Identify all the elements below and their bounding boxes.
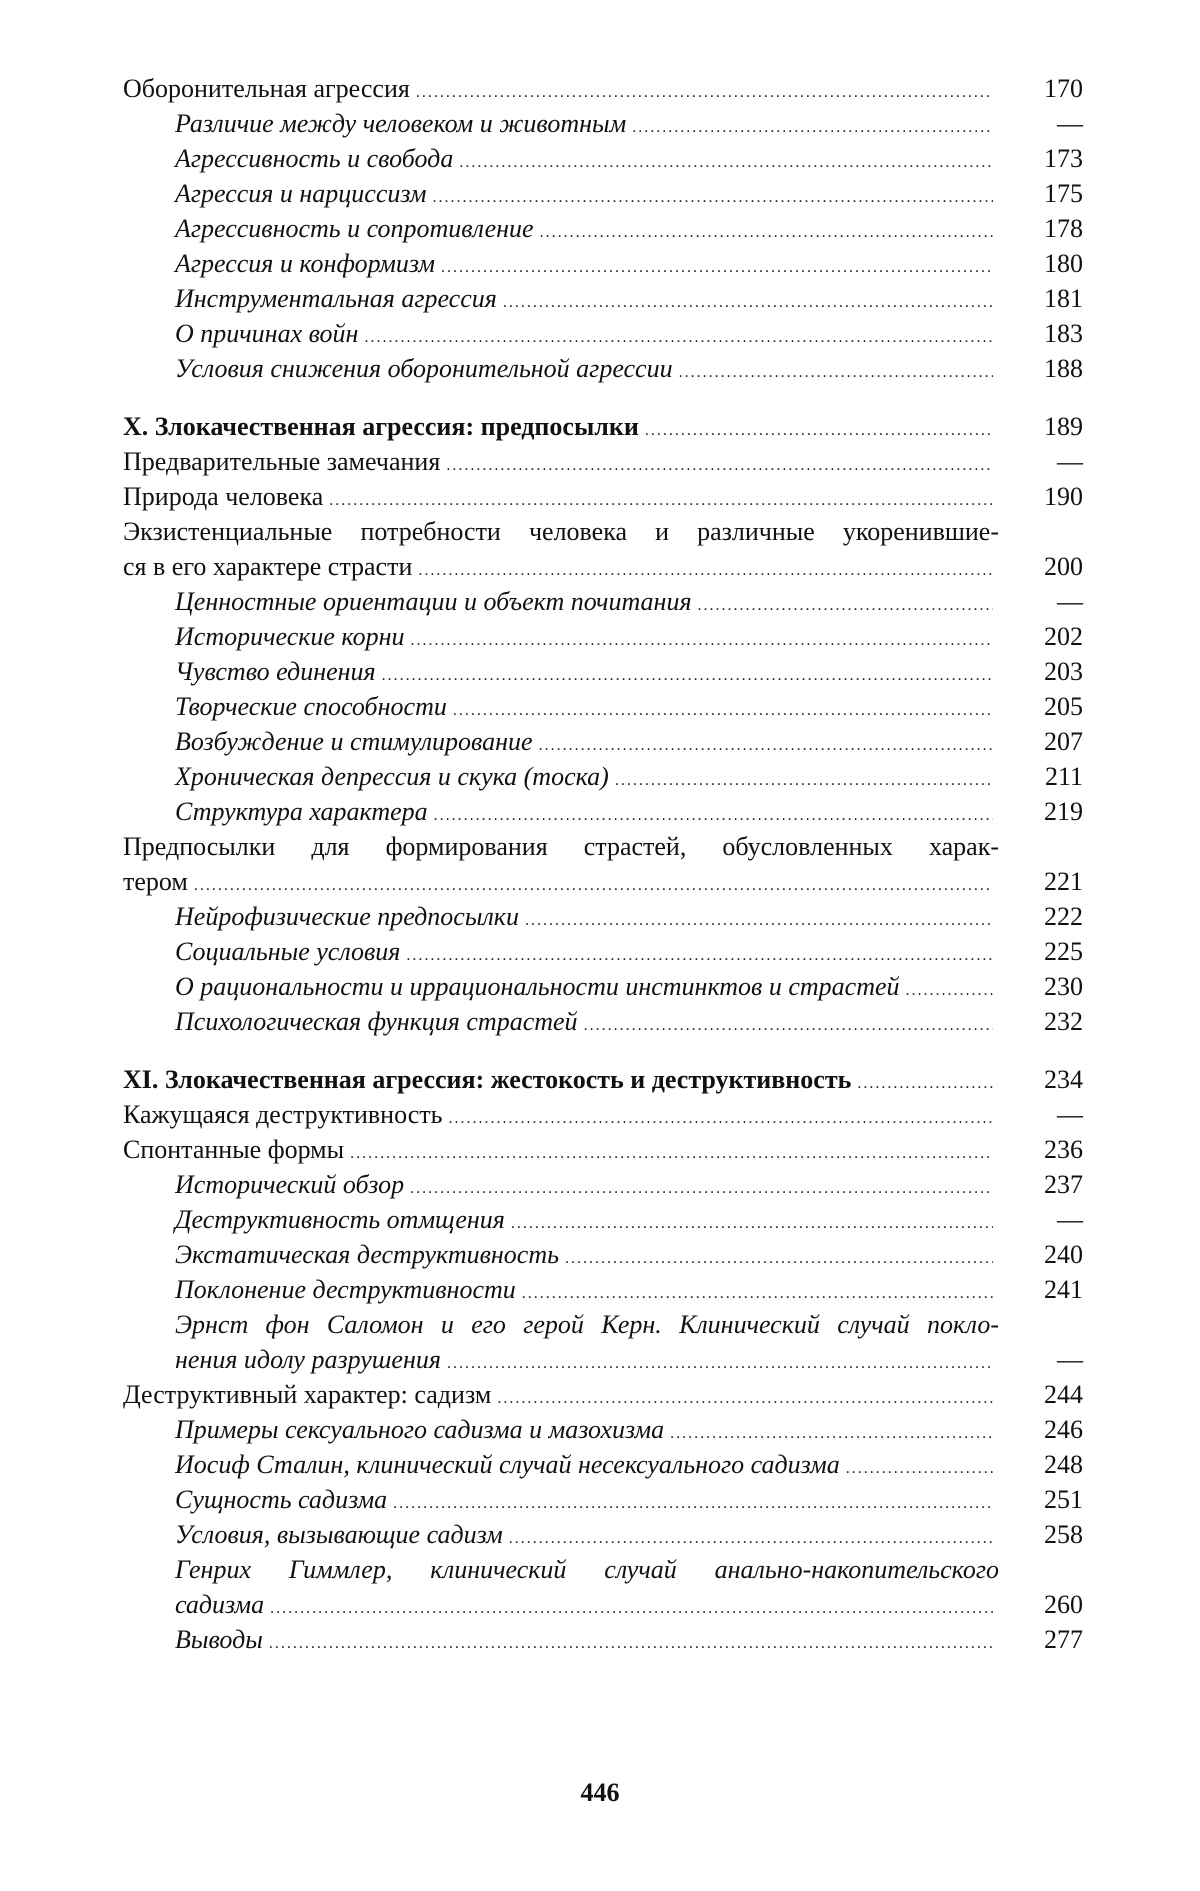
toc-entry-title: Различие между человеком и животным [175,109,627,138]
toc-subsection [123,1482,1083,1517]
toc-entry-row [123,444,1083,479]
dot-leader [632,110,993,145]
toc-entry-title: ся в его характере страсти [123,552,413,581]
dot-leader [497,1381,993,1416]
toc-entry-title: Инструментальная агрессия [175,284,497,313]
toc-entry-row [123,316,1083,351]
toc-page-number: 180 [1044,249,1083,278]
toc-page-number: 225 [1044,937,1083,966]
toc-section [123,444,1083,479]
toc-entry-title: X. Злокачественная агрессия: предпосылки [123,412,639,441]
toc-page-number: 244 [1044,1380,1083,1409]
toc-entry-row [123,211,1083,246]
dot-leader [565,1241,993,1276]
toc-page-number: 219 [1044,797,1083,826]
toc-page-number: 189 [1044,412,1083,441]
dot-leader [503,285,993,320]
toc-entry-title: Агрессивность и свобода [175,144,454,173]
toc-entry-row [123,141,1083,176]
toc-page-number: 241 [1044,1275,1083,1304]
toc-page-number: 178 [1044,214,1083,243]
toc-subsection [123,654,1083,689]
toc-subsection [123,724,1083,759]
toc-entry-row [123,1412,1083,1447]
toc-entry-title: Агрессия и конформизм [175,249,435,278]
toc-entry-row [123,479,1083,514]
dot-leader [416,75,993,110]
toc-entry-title: Условия снижения оборонительной агрессии [175,354,673,383]
toc-entry-row [123,351,1083,386]
toc-entry-title: Исторический обзор [175,1170,405,1199]
toc-entry-row [123,1202,1083,1237]
toc-page-number: 173 [1044,144,1083,173]
toc-entry-title-line: Эрнст фон Саломон и его герой Керн. Клинический случай покло- [175,1310,999,1339]
table-of-contents [123,71,1083,1657]
toc-subsection [123,106,1083,141]
dot-leader [679,355,993,390]
toc-entry-row [123,969,1083,1004]
dot-leader [418,553,993,588]
toc-subsection [123,1004,1083,1039]
toc-subsection [123,899,1083,934]
toc-entry-title: Иосиф Сталин, клинический случай несексуального садизма [175,1450,840,1479]
toc-entry-title: Творческие способности [175,692,447,721]
toc-entry-title: Социальные условия [175,937,401,966]
toc-entry-row [123,654,1083,689]
toc-subsection [123,1447,1083,1482]
toc-entry-title: Исторические корни [175,622,405,651]
toc-entry-title: Природа человека [123,482,324,511]
toc-subsection [123,689,1083,724]
dot-leader [446,448,993,483]
toc-entry-title: Предварительные замечания [123,447,441,476]
dot-leader [350,1136,993,1171]
toc-page-number: 277 [1044,1625,1083,1654]
toc-entry-title: XI. Злокачественная агрессия: жестокость и деструктивность [123,1065,852,1094]
toc-subsection [123,969,1083,1004]
toc-entry-title: Деструктивный характер: садизм [123,1380,492,1409]
toc-entry-title: нения идолу разрушения [175,1345,441,1374]
toc-entry-row [123,1622,1083,1657]
toc-page-number: 190 [1044,482,1083,511]
toc-entry-title: тером [123,867,188,896]
dot-leader [194,868,993,903]
toc-entry-row [123,409,1083,444]
toc-entry-row [123,1587,1083,1622]
toc-page-number: 170 [1044,74,1083,103]
toc-entry-title: Примеры сексуального садизма и мазохизма [175,1415,665,1444]
dot-leader [441,250,993,285]
toc-entry-title: Чувство единения [175,657,376,686]
dot-leader [509,1521,993,1556]
toc-page-number: — [1057,1205,1083,1234]
toc-entry-title: Возбуждение и стимулирование [175,727,533,756]
toc-entry-title: Ценностные ориентации и объект почитания [175,587,692,616]
toc-page-number: 200 [1044,552,1083,581]
toc-entry-row [123,246,1083,281]
toc-entry-title: Экстатическая деструктивность [175,1240,559,1269]
toc-page-number: — [1057,109,1083,138]
toc-page-number: 207 [1044,727,1083,756]
dot-leader [364,320,993,355]
toc-page-number: 248 [1044,1450,1083,1479]
toc-page-number: 232 [1044,1007,1083,1036]
toc-entry-row [123,1237,1083,1272]
toc-section [123,479,1083,514]
toc-page-number: 202 [1044,622,1083,651]
toc-entry-title: Психологическая функция страстей [175,1007,578,1036]
toc-page-number: — [1057,587,1083,616]
toc-chapter [123,409,1083,444]
toc-entry-title: Поклонение деструктивности [175,1275,516,1304]
toc-section [123,514,1083,584]
toc-entry-title-line: Экзистенциальные потребности человека и различные укоренившие- [123,517,999,546]
dot-leader [670,1416,993,1451]
dot-leader [270,1591,993,1626]
toc-entry-title-line: Предпосылки для формирования страстей, обусловленных харак- [123,832,999,861]
toc-page-number: — [1057,1345,1083,1374]
toc-section [123,829,1083,899]
toc-subsection [123,176,1083,211]
dot-leader [525,903,993,938]
toc-subsection [123,934,1083,969]
toc-page-number: 236 [1044,1135,1083,1164]
dot-leader [434,798,993,833]
toc-page-number: 258 [1044,1520,1083,1549]
toc-subsection [123,1202,1083,1237]
toc-subsection [123,619,1083,654]
toc-entry-row [123,794,1083,829]
toc-entry-row [123,106,1083,141]
toc-page-number: 211 [1044,762,1083,791]
toc-subsection [123,211,1083,246]
toc-entry-title: Условия, вызывающие садизм [175,1520,503,1549]
toc-subsection [123,246,1083,281]
dot-leader [448,1101,993,1136]
toc-entry-row [123,1097,1083,1132]
toc-entry-row [123,1517,1083,1552]
toc-page-number: 246 [1044,1415,1083,1444]
toc-entry-title: Структура характера [175,797,428,826]
dot-leader [269,1626,993,1661]
toc-entry-title: Деструктивность отмщения [175,1205,505,1234]
toc-entry-title: Спонтанные формы [123,1135,345,1164]
toc-subsection [123,281,1083,316]
dot-leader [522,1276,993,1311]
toc-entry-row [123,281,1083,316]
toc-entry-row [123,1272,1083,1307]
toc-entry-row [123,71,1083,106]
toc-subsection [123,1517,1083,1552]
toc-entry-row [123,1004,1083,1039]
toc-entry-title: Сущность садизма [175,1485,388,1514]
toc-page-number: 221 [1044,867,1083,896]
dot-leader [698,588,993,623]
toc-subsection [123,584,1083,619]
toc-page-number: 183 [1044,319,1083,348]
toc-subsection [123,1412,1083,1447]
toc-entry-row [123,1447,1083,1482]
toc-page-number: 203 [1044,657,1083,686]
toc-page-number: 240 [1044,1240,1083,1269]
toc-entry-row [123,584,1083,619]
dot-leader [393,1486,993,1521]
toc-entry-row [123,1377,1083,1412]
dot-leader [382,658,993,693]
dot-leader [447,1346,993,1381]
toc-entry-row [123,176,1083,211]
toc-page-number: — [1057,1100,1083,1129]
toc-entry-title: Нейрофизические предпосылки [175,902,519,931]
toc-entry-row [123,1167,1083,1202]
dot-leader [432,180,993,215]
toc-entry-row [123,689,1083,724]
dot-leader [459,145,993,180]
dot-leader [511,1206,993,1241]
toc-entry-row [123,864,1083,899]
toc-page-number: 251 [1044,1485,1083,1514]
dot-leader [453,693,993,728]
toc-entry-row [123,1132,1083,1167]
toc-section [123,1132,1083,1167]
toc-page-number: 181 [1044,284,1083,313]
dot-leader [857,1066,993,1101]
toc-subsection [123,141,1083,176]
toc-chapter [123,1062,1083,1097]
dot-leader [584,1008,993,1043]
toc-page-number: 188 [1044,354,1083,383]
toc-subsection [123,1307,1083,1377]
dot-leader [906,973,993,1008]
toc-subsection [123,1622,1083,1657]
toc-entry-title-line: Генрих Гиммлер, клинический случай анально-накопительского [175,1555,999,1584]
toc-subsection [123,1167,1083,1202]
dot-leader [615,763,993,798]
toc-entry-row [123,724,1083,759]
page-number: 446 [580,1778,620,1807]
toc-page-number: 205 [1044,692,1083,721]
toc-page-number: 222 [1044,902,1083,931]
toc-entry-title: Агрессия и нарциссизм [175,179,427,208]
toc-entry-title: Оборонительная агрессия [123,74,410,103]
toc-subsection [123,1237,1083,1272]
toc-section [123,1097,1083,1132]
toc-entry-row [123,759,1083,794]
toc-subsection [123,759,1083,794]
dot-leader [410,1171,993,1206]
toc-subsection [123,1272,1083,1307]
toc-entry-title: Кажущаяся деструктивность [123,1100,443,1129]
toc-entry-row [123,619,1083,654]
toc-page-number: 234 [1044,1065,1083,1094]
toc-page-number: 260 [1044,1590,1083,1619]
dot-leader [846,1451,993,1486]
toc-subsection [123,316,1083,351]
toc-entry-row [123,1342,1083,1377]
toc-subsection [123,794,1083,829]
dot-leader [540,215,993,250]
toc-entry-title: Выводы [175,1625,263,1654]
toc-entry-title: Агрессивность и сопротивление [175,214,534,243]
toc-entry-row [123,934,1083,969]
dot-leader [406,938,993,973]
toc-entry-row [123,899,1083,934]
toc-subsection [123,1552,1083,1622]
toc-section [123,71,1083,106]
toc-page-number: — [1057,447,1083,476]
dot-leader [329,483,993,518]
toc-entry-title: садизма [175,1590,265,1619]
toc-entry-row [123,549,1083,584]
toc-entry-title: Хроническая депрессия и скука (тоска) [175,762,609,791]
toc-page-number: 230 [1044,972,1083,1001]
toc-page-number: 237 [1044,1170,1083,1199]
dot-leader [411,623,993,658]
dot-leader [645,413,993,448]
toc-entry-title: О рациональности и иррациональности инстинктов и страстей [175,972,900,1001]
toc-entry-title: О причинах войн [175,319,359,348]
toc-subsection [123,351,1083,386]
toc-entry-row [123,1482,1083,1517]
toc-entry-row [123,1062,1083,1097]
toc-section [123,1377,1083,1412]
toc-page-number: 175 [1044,179,1083,208]
dot-leader [539,728,993,763]
